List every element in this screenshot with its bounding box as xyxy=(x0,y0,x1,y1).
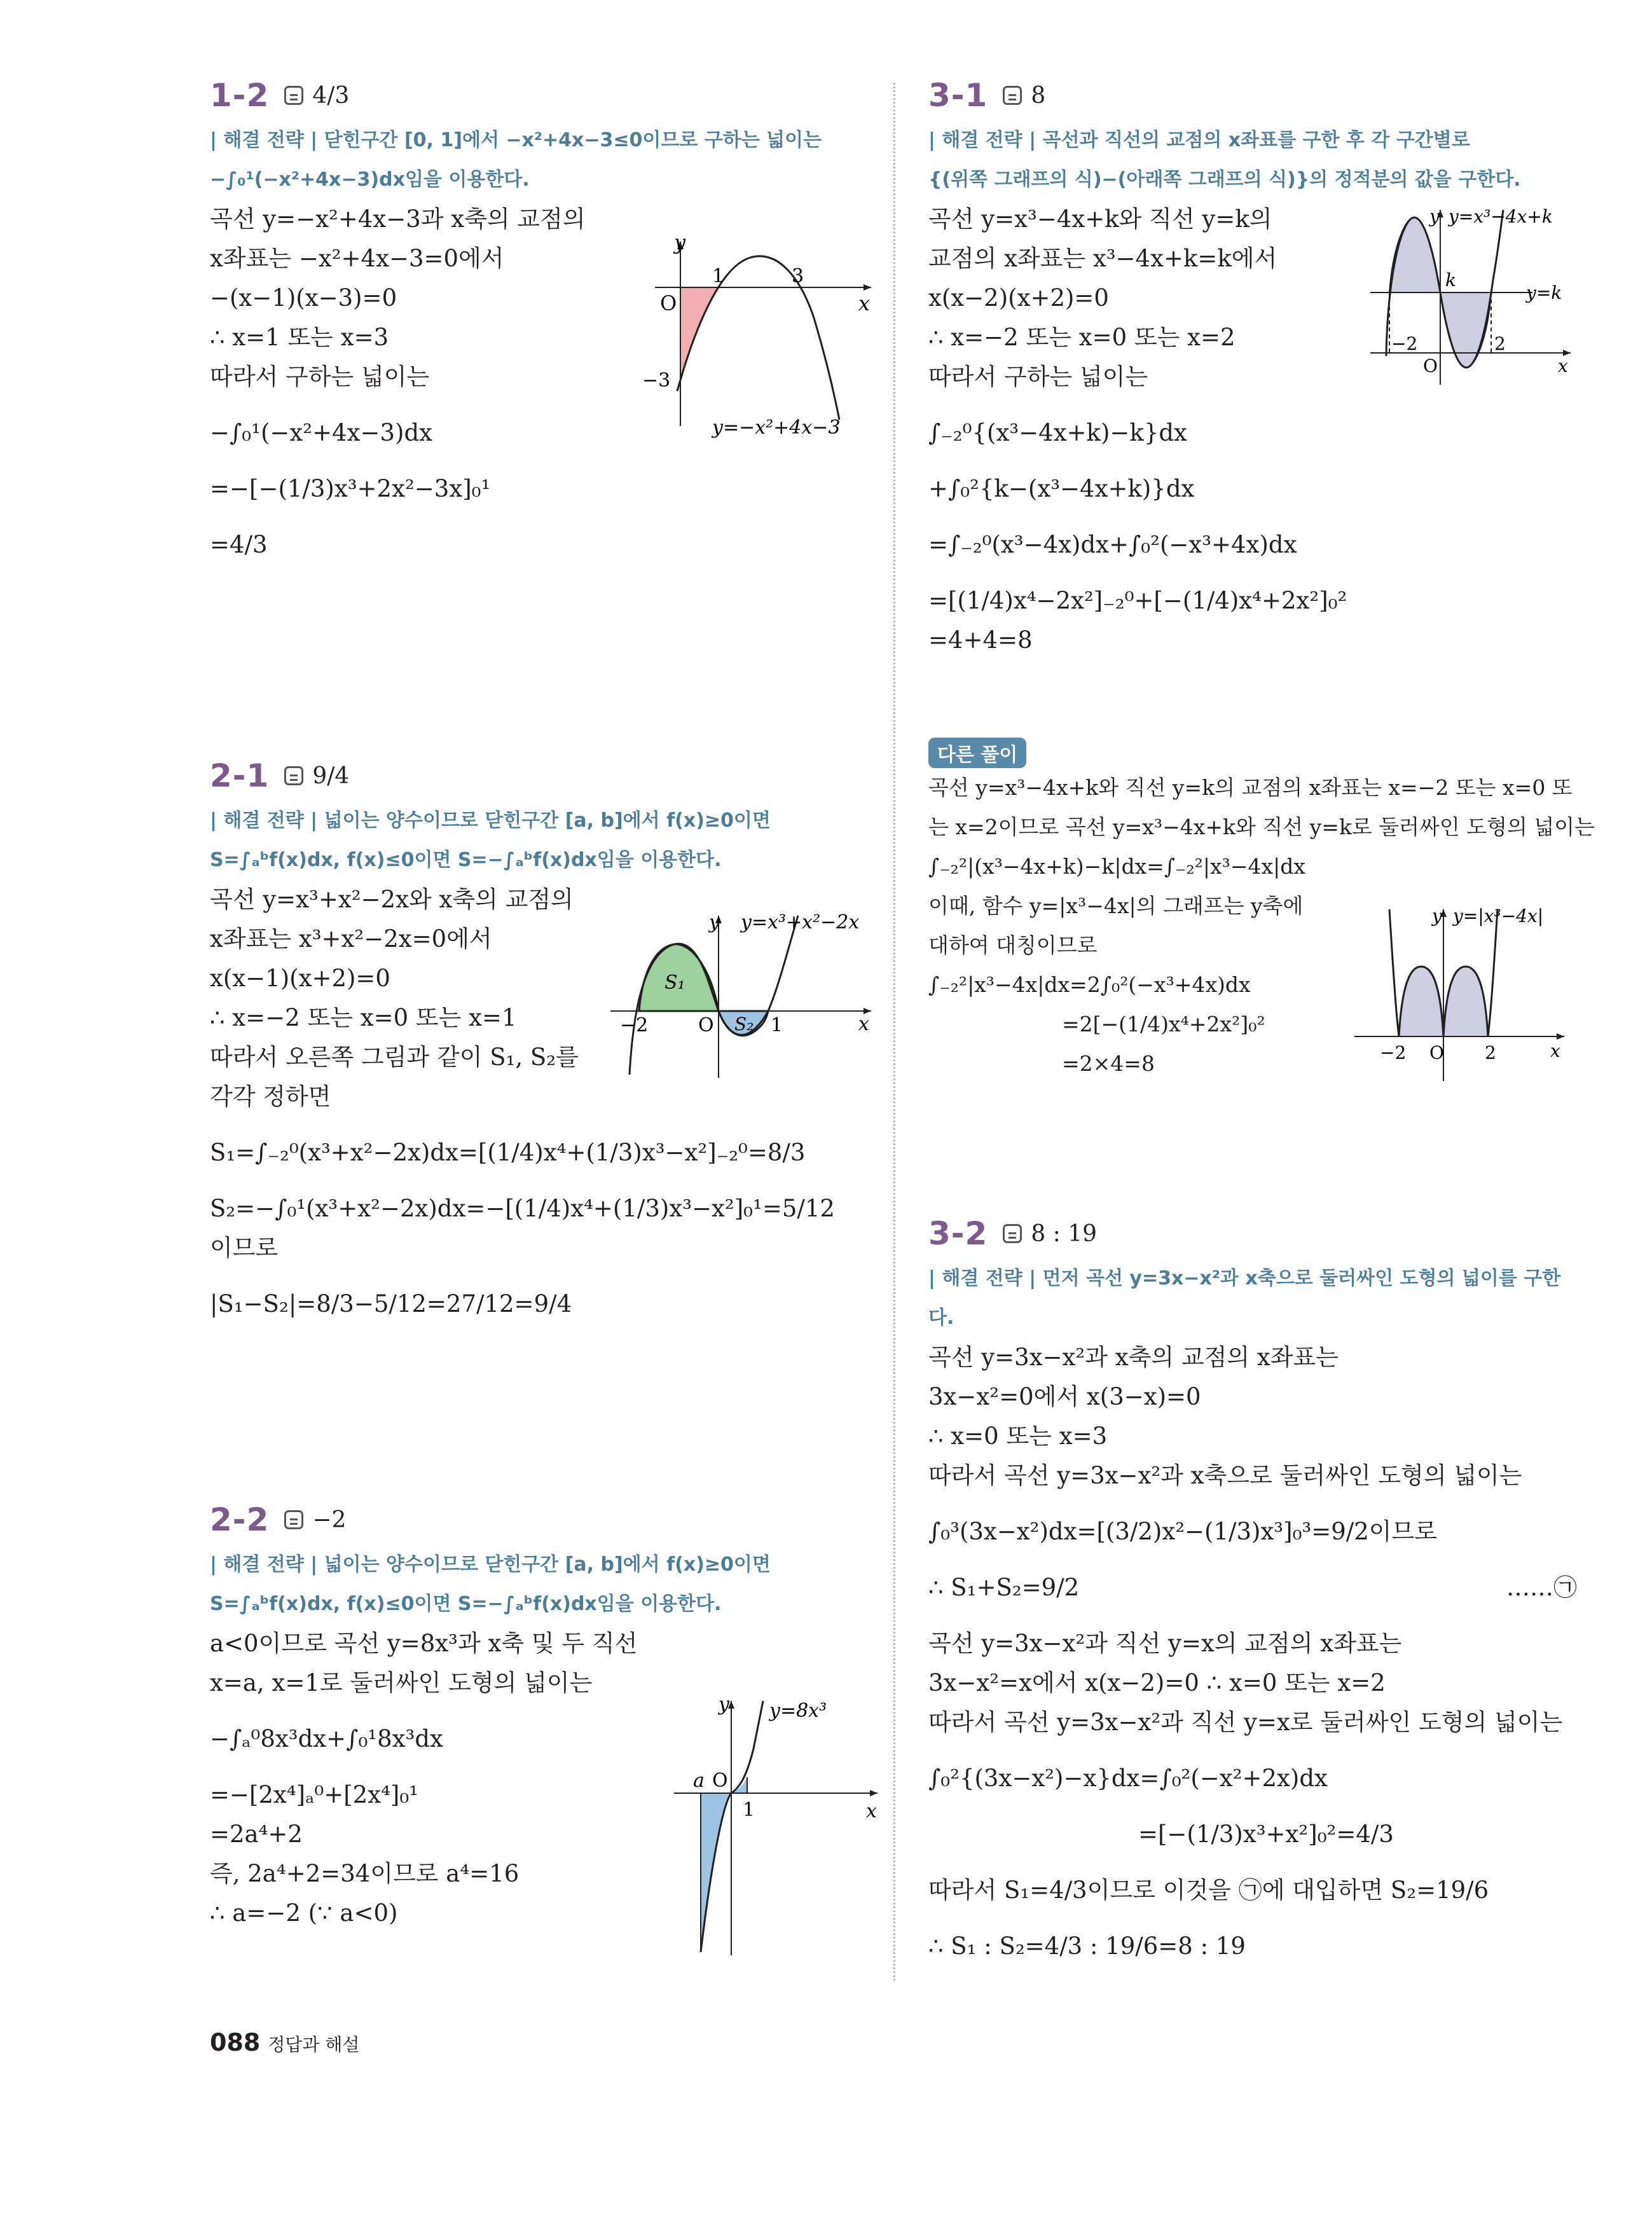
graph-3-1-alt xyxy=(1348,897,1577,1087)
solution-line: S₂=−∫₀¹(x³+x²−2x)dx=−[(1/4)x⁴+(1/3)x³−x²]₀¹=5/12 xyxy=(210,1195,835,1222)
solution-line: 는 x=2이므로 곡선 y=x³−4x+k와 직선 y=k로 둘러싸인 도형의 넓이는 xyxy=(928,815,1595,839)
problem-number: 3-1 xyxy=(928,77,988,114)
solution-line: ∴ x=−2 또는 x=0 또는 x=2 xyxy=(928,324,1236,351)
answer-value: −2 xyxy=(312,1506,347,1533)
tick-label-a: a xyxy=(693,1770,705,1792)
solution-line: 각각 정하면 xyxy=(210,1083,331,1110)
strategy-line: | 해결 전략 | 닫힌구간 [0, 1]에서 −x²+4x−3≤0이므로 구하는 넓이는 xyxy=(210,129,822,151)
solution-line: =−[2x⁴]ₐ⁰+[2x⁴]₀¹ xyxy=(210,1781,418,1808)
solution-line: 곡선 y=3x−x²과 직선 y=x의 교점의 x좌표는 xyxy=(928,1630,1402,1657)
strategy-line: S=∫ₐᵇf(x)dx, f(x)≤0이면 S=−∫ₐᵇf(x)dx임을 이용한다. xyxy=(210,849,722,871)
solution-line: =−[−(1/3)x³+2x²−3x]₀¹ xyxy=(210,475,491,502)
axis-label-x: x xyxy=(858,1013,869,1035)
graph-3-1 xyxy=(1367,203,1577,388)
solution-line: 3x−x²=0에서 x(3−x)=0 xyxy=(928,1383,1201,1410)
tick-label: −2 xyxy=(1391,333,1418,354)
tick-label: 1 xyxy=(743,1799,755,1821)
origin-label: O xyxy=(1429,1042,1444,1063)
problem-3-2 xyxy=(928,1208,1577,1966)
solution-line: x좌표는 −x²+4x−3=0에서 xyxy=(210,245,504,272)
answer-value: 8 : 19 xyxy=(1031,1220,1098,1247)
line-equation: y=k xyxy=(1526,282,1562,303)
solution-line: +∫₀²{k−(x³−4x+k)}dx xyxy=(928,475,1195,502)
solution-line: 따라서 곡선 y=3x−x²과 직선 y=x로 둘러싸인 도형의 넓이는 xyxy=(928,1709,1563,1736)
answer-value: 4/3 xyxy=(312,82,350,109)
region-left xyxy=(1399,967,1443,1036)
solution-line: ∴ x=−2 또는 x=0 또는 x=1 xyxy=(210,1004,517,1031)
curve-equation: y=8x³ xyxy=(769,1700,827,1722)
solution-line: =4+4=8 xyxy=(928,626,1033,654)
origin-label: O xyxy=(698,1014,714,1036)
solution-line: 3x−x²=x에서 x(x−2)=0 ∴ x=0 또는 x=2 xyxy=(928,1669,1386,1697)
page-footer xyxy=(210,2028,359,2056)
strategy-line: S=∫ₐᵇf(x)dx, f(x)≤0이면 S=−∫ₐᵇf(x)dx임을 이용한다. xyxy=(210,1593,722,1615)
axis-label-x: x xyxy=(866,1800,877,1822)
answer-icon xyxy=(284,1510,303,1529)
tick-label: 1 xyxy=(771,1014,783,1036)
solution-line: S₁=∫₋₂⁰(x³+x²−2x)dx=[(1/4)x⁴+(1/3)x³−x²]₋₂⁰=8/3 xyxy=(210,1139,806,1166)
solution-line: 이므로 xyxy=(210,1234,279,1262)
solution-line: 곡선 y=−x²+4x−3과 x축의 교점의 xyxy=(210,205,586,233)
solution-line: ∴ a=−2 (∵ a<0) xyxy=(210,1899,398,1927)
graph-2-1 xyxy=(604,909,878,1081)
solution-line: ∴ x=1 또는 x=3 xyxy=(210,324,389,351)
graph-1-2 xyxy=(642,235,884,439)
alternative-solution xyxy=(928,738,1595,1084)
page-number: 088 xyxy=(210,2028,261,2056)
solution-line: 따라서 곡선 y=3x−x²과 x축으로 둘러싸인 도형의 넓이는 xyxy=(928,1462,1522,1489)
origin-label: O xyxy=(712,1770,728,1792)
tick-label: 3 xyxy=(792,265,804,287)
region-right xyxy=(1443,967,1488,1036)
tick-label: 2 xyxy=(1494,333,1506,354)
solution-line: ∴ x=0 또는 x=3 xyxy=(928,1422,1108,1450)
solution-line: 즉, 2a⁴+2=34이므로 a⁴=16 xyxy=(210,1860,520,1887)
tick-label: 1 xyxy=(712,265,725,287)
solution-line: 곡선 y=x³+x²−2x와 x축의 교점의 xyxy=(210,886,574,913)
solution-line: −∫₀¹(−x²+4x−3)dx xyxy=(210,419,433,446)
k-label: k xyxy=(1445,270,1456,291)
strategy-line: | 해결 전략 | 넓이는 양수이므로 닫힌구간 [a, b]에서 f(x)≥0이면 xyxy=(210,809,771,832)
solution-line: =∫₋₂⁰(x³−4x)dx+∫₀²(−x³+4x)dx xyxy=(928,531,1297,558)
axis-label-y: y xyxy=(674,235,686,254)
solution-line: 따라서 S₁=4/3이므로 이것을 ㉠에 대입하면 S₂=19/6 xyxy=(928,1876,1489,1904)
problem-number: 3-2 xyxy=(928,1215,988,1252)
problem-number: 2-2 xyxy=(210,1501,270,1538)
equation-marker: ……㉠ xyxy=(1506,1574,1577,1601)
answer-icon xyxy=(284,86,303,105)
solution-line: 따라서 구하는 넓이는 xyxy=(928,363,1148,390)
solution-line: =[(1/4)x⁴−2x²]₋₂⁰+[−(1/4)x⁴+2x²]₀² xyxy=(928,587,1347,614)
problem-2-2 xyxy=(210,1494,877,1933)
answer-value: 9/4 xyxy=(312,762,350,789)
solution-line: 곡선 y=x³−4x+k와 직선 y=k의 xyxy=(928,205,1272,233)
solution-line: −(x−1)(x−3)=0 xyxy=(210,284,397,312)
solution-line: 대하여 대칭이므로 xyxy=(928,933,1098,958)
problem-3-1 xyxy=(928,70,1595,1076)
axis-label-y: y xyxy=(1432,905,1442,926)
problem-1-2 xyxy=(210,70,871,565)
problem-number: 1-2 xyxy=(210,77,270,114)
solution-line: 이때, 함수 y=|x³−4x|의 그래프는 y축에 xyxy=(928,893,1304,918)
shaded-region xyxy=(680,287,719,378)
axis-label-y: y xyxy=(1429,206,1440,227)
solution-line: x(x−2)(x+2)=0 xyxy=(928,284,1109,312)
tick-label: 2 xyxy=(1485,1042,1496,1063)
graph-2-2 xyxy=(674,1691,884,1958)
answer-value: 8 xyxy=(1031,82,1046,109)
curve-equation: y=−x²+4x−3 xyxy=(712,416,841,439)
page-section-title: 정답과 해설 xyxy=(268,2034,360,2055)
solution-line: x좌표는 x³+x²−2x=0에서 xyxy=(210,925,492,953)
solution-line: ∫₀²{(3x−x²)−x}dx=∫₀²(−x²+2x)dx xyxy=(928,1765,1328,1792)
column-divider xyxy=(893,83,895,1981)
solution-line: 따라서 오른쪽 그림과 같이 S₁, S₂를 xyxy=(210,1043,579,1071)
answer-icon xyxy=(284,766,303,785)
strategy-line: {(위쪽 그래프의 식)−(아래쪽 그래프의 식)}의 정적분의 값을 구한다. xyxy=(928,169,1521,191)
region-label-s2: S₂ xyxy=(734,1014,754,1035)
solution-line: =[−(1/3)x³+x²]₀²=4/3 xyxy=(1138,1820,1394,1848)
solution-line: a<0이므로 곡선 y=8x³과 x축 및 두 직선 xyxy=(210,1630,638,1657)
alternative-solution-badge: 다른 풀이 xyxy=(928,738,1026,768)
solution-line: =2×4=8 xyxy=(1062,1051,1155,1076)
solution-line: ∴ S₁+S₂=9/2 xyxy=(928,1574,1080,1601)
tick-label: −2 xyxy=(620,1014,649,1036)
axis-label-x: x xyxy=(1558,355,1568,376)
solution-line: x(x−1)(x+2)=0 xyxy=(210,965,390,992)
answer-icon xyxy=(1003,1224,1022,1243)
solution-line: ∫₋₂⁰{(x³−4x+k)−k}dx xyxy=(928,419,1187,446)
solution-line-marked xyxy=(928,1568,1577,1607)
origin-label: O xyxy=(1423,355,1438,376)
problem-2-1 xyxy=(210,750,871,1324)
shaded-region-left xyxy=(701,1793,731,1949)
strategy-line: | 해결 전략 | 곡선과 직선의 교점의 x좌표를 구한 후 각 구간별로 xyxy=(928,129,1470,151)
axis-label-x: x xyxy=(858,291,871,315)
solution-line: 교점의 x좌표는 x³−4x+k=k에서 xyxy=(928,245,1277,272)
answer-icon xyxy=(1003,86,1022,105)
axis-label-y: y xyxy=(719,1693,729,1716)
axis-label-y: y xyxy=(709,911,720,933)
solution-line: =4/3 xyxy=(210,531,268,558)
solution-line: ∫₋₂²|x³−4x|dx=2∫₀²(−x³+4x)dx xyxy=(928,972,1251,997)
strategy-line: | 해결 전략 | 넓이는 양수이므로 닫힌구간 [a, b]에서 f(x)≥0이면 xyxy=(210,1553,771,1576)
solution-line: 곡선 y=x³−4x+k와 직선 y=k의 교점의 x좌표는 x=−2 또는 x=0 또 xyxy=(928,775,1573,800)
origin-label: O xyxy=(660,291,677,315)
curve xyxy=(677,256,839,420)
solution-line: x=a, x=1로 둘러싸인 도형의 넓이는 xyxy=(210,1669,593,1697)
solution-line: ∴ S₁ : S₂=4/3 : 19/6=8 : 19 xyxy=(928,1932,1246,1960)
solution-line: ∫₋₂²|(x³−4x+k)−k|dx=∫₋₂²|x³−4x|dx xyxy=(928,854,1305,879)
solution-line: ∫₀³(3x−x²)dx=[(3/2)x²−(1/3)x³]₀³=9/2이므로 xyxy=(928,1518,1438,1545)
problem-number: 2-1 xyxy=(210,757,270,794)
strategy-line: −∫₀¹(−x²+4x−3)dx임을 이용한다. xyxy=(210,169,530,191)
solution-line: −∫ₐ⁰8x³dx+∫₀¹8x³dx xyxy=(210,1725,443,1752)
curve-equation: y=x³+x²−2x xyxy=(741,911,860,933)
solution-line: |S₁−S₂|=8/3−5/12=27/12=9/4 xyxy=(210,1290,572,1318)
solution-line: 곡선 y=3x−x²과 x축의 교점의 x좌표는 xyxy=(928,1344,1339,1371)
curve-equation: y=x³−4x+k xyxy=(1449,206,1553,227)
solution-line: 따라서 구하는 넓이는 xyxy=(210,363,430,390)
solution-line: =2[−(1/4)x⁴+2x²]₀² xyxy=(1062,1012,1265,1036)
solution-line: =2a⁴+2 xyxy=(210,1820,303,1848)
curve-equation: y=|x³−4x| xyxy=(1453,905,1544,926)
tick-label: −2 xyxy=(1380,1042,1407,1063)
tick-label: −3 xyxy=(642,369,671,392)
axis-label-x: x xyxy=(1550,1040,1560,1061)
strategy-line: | 해결 전략 | 먼저 곡선 y=3x−x²과 x축으로 둘러싸인 도형의 넓이를 구한다. xyxy=(928,1267,1561,1329)
region-label-s1: S₁ xyxy=(664,972,685,994)
